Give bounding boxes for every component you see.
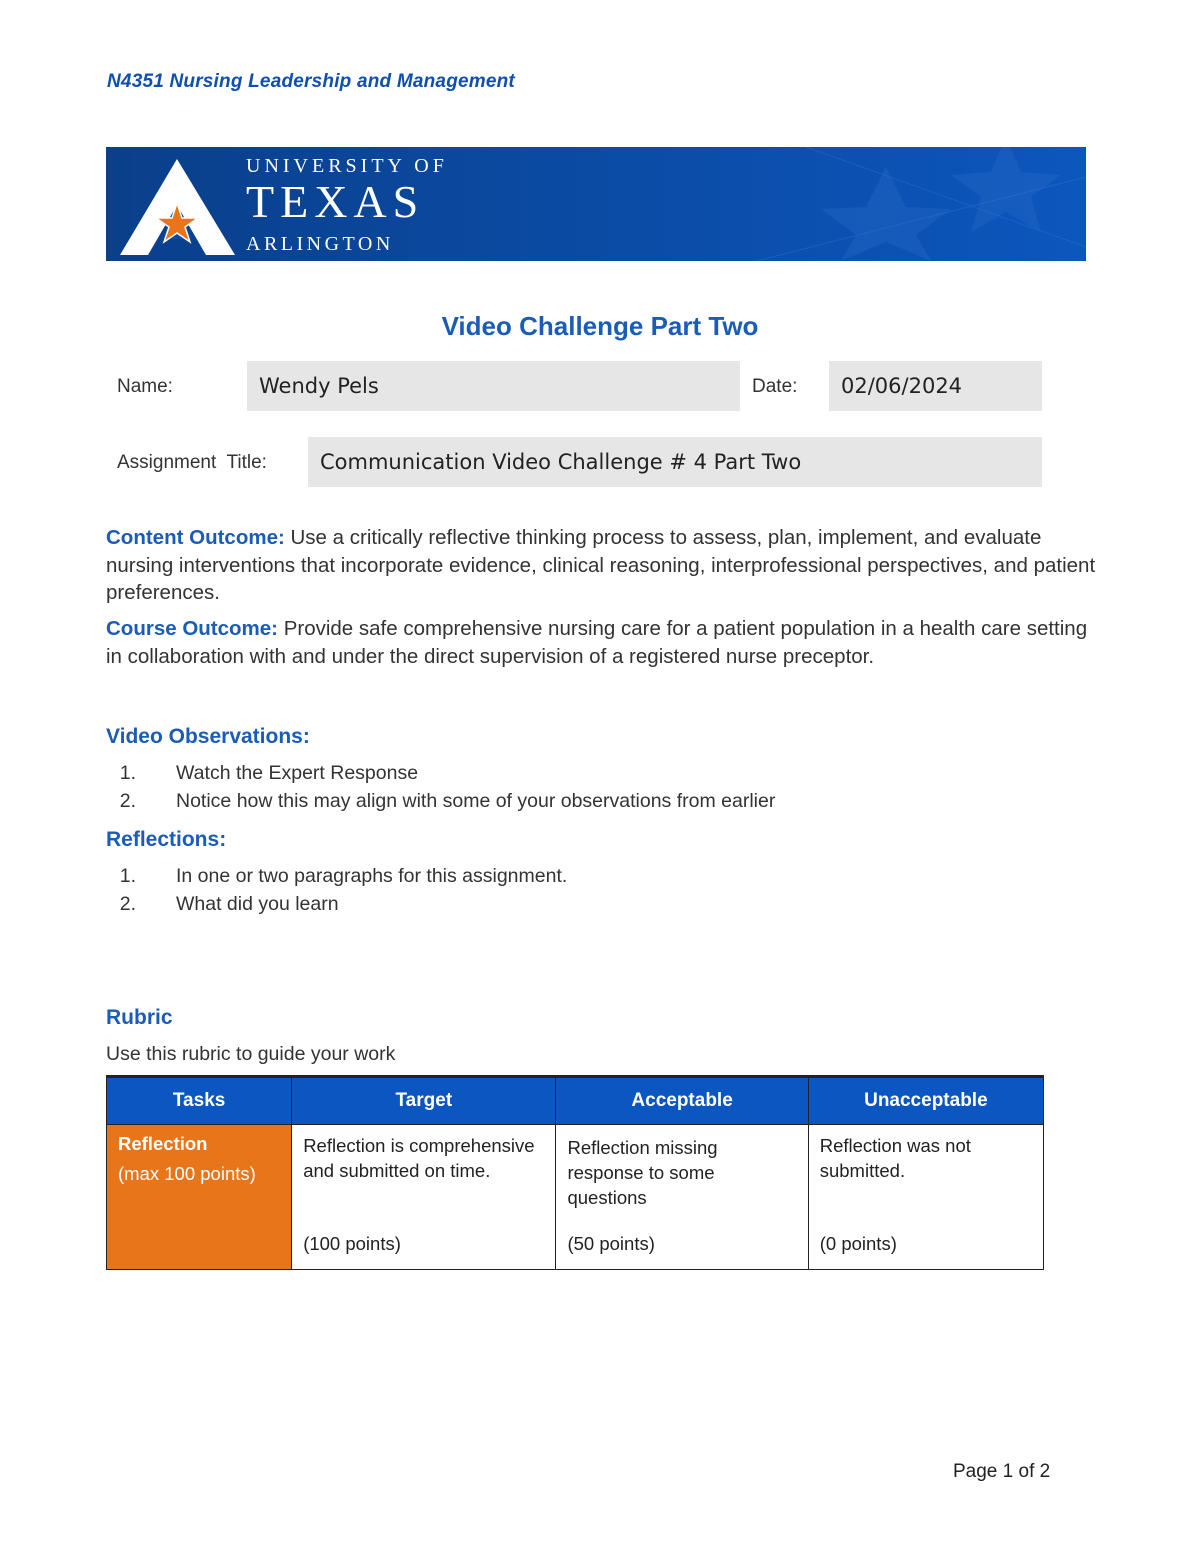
rubric-target-cell: [292, 1125, 556, 1270]
rubric-task-name: Reflection: [118, 1133, 208, 1154]
document-title: Video Challenge Part Two: [441, 311, 759, 341]
assignment-title-label: Assignment Title:: [117, 452, 267, 473]
date-field[interactable]: 02/06/2024: [829, 361, 1042, 411]
list-item: [106, 865, 1006, 889]
logo-line-university-of: UNIVERSITY OF: [246, 155, 448, 177]
rubric-col-target: Target: [292, 1077, 556, 1125]
rubric-acceptable-points: (50 points): [567, 1233, 655, 1254]
list-item: [106, 893, 1006, 917]
rubric-unacceptable-cell: [808, 1125, 1043, 1270]
rubric-table: [106, 1075, 1044, 1270]
rubric-col-unacceptable: Unacceptable: [808, 1077, 1043, 1125]
rubric-task-cell: [107, 1125, 292, 1270]
rubric-acceptable-cell: [556, 1125, 808, 1270]
name-field[interactable]: Wendy Pels: [247, 361, 740, 411]
rubric-task-max: (max 100 points): [118, 1163, 256, 1184]
content-outcome-text: Use a critically reflective thinking process to assess, plan, implement, and evaluate nursing interventions that incorporate evidence, clinical reasoning, interprofessional perspectives, and patient preferences.: [106, 526, 1096, 604]
list-text: Watch the Expert Response: [176, 762, 419, 784]
list-text: In one or two paragraphs for this assignment.: [176, 865, 568, 887]
rubric-col-acceptable: Acceptable: [556, 1077, 808, 1125]
list-number: 2.: [119, 893, 136, 915]
list-number: 1.: [119, 762, 136, 784]
course-outcome-text: Provide safe comprehensive nursing care for a patient population in a health care setting in collaboration with and under the direct supervision of a registered nurse preceptor.: [106, 617, 1088, 668]
rubric-heading: Rubric: [106, 1006, 173, 1029]
rubric-target-points: (100 points): [303, 1233, 401, 1254]
content-outcome-label: Content Outcome:: [106, 526, 285, 549]
logo-line-arlington: ARLINGTON: [246, 233, 394, 255]
course-header: N4351 Nursing Leadership and Management: [107, 71, 515, 92]
assignment-title-field[interactable]: Communication Video Challenge # 4 Part Two: [308, 437, 1042, 487]
page-number: Page 1 of 2: [953, 1461, 1051, 1482]
rubric-target-text: Reflection is comprehensive and submitted on time.: [303, 1135, 535, 1181]
course-outcome-label: Course Outcome:: [106, 617, 278, 640]
university-banner: [106, 147, 1086, 261]
list-item: [106, 790, 1006, 814]
logo-line-texas: TEXAS: [246, 176, 425, 227]
video-observations-heading: Video Observations:: [106, 725, 310, 748]
course-outcome: [106, 615, 1096, 670]
rubric-acceptable-text: Reflection missing response to some questions: [567, 1137, 718, 1208]
list-number: 1.: [119, 865, 136, 887]
rubric-unacceptable-points: (0 points): [819, 1233, 897, 1254]
rubric-intro: Use this rubric to guide your work: [106, 1043, 396, 1065]
date-label: Date:: [752, 376, 798, 397]
list-text: What did you learn: [176, 893, 339, 915]
table-row: [107, 1125, 1044, 1270]
university-a-star-logo-icon: [120, 159, 235, 255]
list-number: 2.: [119, 790, 136, 812]
rubric-header-row: [107, 1077, 1044, 1125]
list-text: Notice how this may align with some of your observations from earlier: [176, 790, 776, 812]
rubric-col-tasks: Tasks: [107, 1077, 292, 1125]
list-item: [106, 762, 1006, 786]
rubric-unacceptable-text: Reflection was not submitted.: [819, 1135, 971, 1181]
reflections-heading: Reflections:: [106, 828, 227, 851]
name-label: Name:: [117, 376, 173, 397]
content-outcome: [106, 524, 1096, 607]
